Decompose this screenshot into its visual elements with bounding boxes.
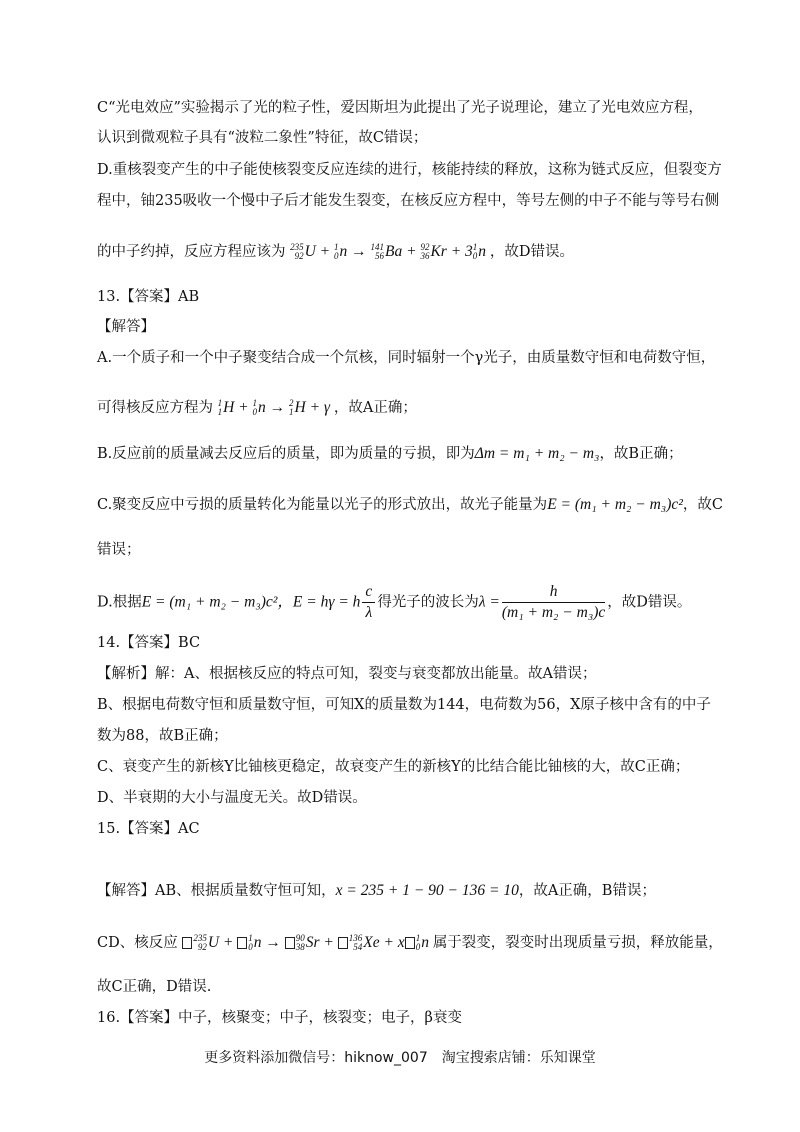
text-segment: ，故A正确；	[333, 400, 417, 416]
answer-heading: 15.【答案】AC	[97, 821, 200, 837]
answer-heading: 14.【答案】BC	[97, 635, 201, 651]
nuclear-equation: 1 1 H + 1 0 n → 2 1 H + γ	[217, 398, 334, 418]
math-expression: λ =	[478, 593, 500, 611]
text-line	[97, 443, 740, 465]
text-line: 程中，铀235吸收一个慢中子后才能发生裂变，在核反应方程中，等号左侧的中子不能与等号右侧	[97, 193, 720, 209]
math-expression: Δm = m₁ + m₂ − m₃	[474, 445, 600, 462]
fraction: $\frac{c}{\lambda}$	[362, 582, 375, 623]
text-segment: B.反应前的质量减去反应后的质量，即为质量的亏损，即为	[97, 446, 475, 462]
text-line: 数为88，故B正确；	[97, 728, 228, 744]
text-segment: ，故D错误。	[607, 594, 692, 611]
text-segment: ，故D错误。	[489, 244, 575, 260]
text-line	[97, 880, 740, 902]
text-line: C、衰变产生的新核Y比铀核更稳定，故衰变产生的新核Y的比结合能比铀核的大，故C正确；	[97, 759, 690, 775]
text-segment: ，故A正确，B错误；	[518, 883, 656, 899]
text-line: A.一个质子和一个中子聚变结合成一个氘核，同时辐射一个γ光子，由质量数守恒和电荷数守恒，	[97, 350, 716, 366]
page-footer: 更多资料添加微信号：hiknow_007 淘宝搜索店铺：乐知课堂	[204, 1050, 596, 1066]
text-line: D.重核裂变产生的中子能使核裂变反应连续的进行，核能持续的释放，这称为链式反应，但裂变方	[97, 162, 722, 178]
text-line: C“光电效应”实验揭示了光的粒子性，爱因斯坦为此提出了光子说理论，建立了光电效应方程，	[97, 100, 703, 116]
text-line-equation	[97, 241, 740, 263]
math-expression: E = (m₁ + m₂ − m₃)c²，E = hγ = h	[141, 593, 361, 611]
solution-heading: 【解答】	[97, 319, 155, 335]
text-line: 故C正确，D错误.	[97, 979, 212, 995]
text-line: D、半衰期的大小与温度无关。故D错误。	[97, 790, 367, 806]
text-line	[97, 494, 740, 516]
text-line: 认识到微观粒子具有“波粒二象性”特征，故C错误；	[97, 130, 428, 146]
text-line-equation	[97, 932, 740, 954]
text-line-fraction	[97, 582, 740, 626]
answer-heading: 16.【答案】中子，核聚变；中子，核裂变；电子，β衰变	[97, 1010, 462, 1026]
text-segment: D.根据	[97, 594, 142, 611]
fraction: $\frac{h}{\text{(m₁ + m₂ − m₃)c}}$	[501, 583, 606, 621]
text-line: 【解析】解：A、根据核反应的特点可知，裂变与衰变都放出能量。故A错误；	[97, 666, 597, 682]
text-segment: 属于裂变，裂变时出现质量亏损，释放能量，	[432, 935, 723, 951]
text-segment: 可得核反应方程为	[97, 400, 213, 416]
math-expression: E = (m₁ + m₂ − m₃)c²	[547, 496, 683, 513]
text-line: B、根据电荷数守恒和质量数守恒，可知X的质量数为144，电荷数为56，X原子核中含有的中子	[97, 697, 711, 713]
text-segment: ，故B正确；	[599, 446, 683, 462]
answer-heading: 13.【答案】AB	[97, 289, 200, 305]
text-segment: 【解答】AB、根据质量数守恒可知，	[97, 883, 336, 899]
text-segment: CD、核反应	[97, 935, 178, 951]
text-line-equation	[97, 397, 740, 419]
nuclear-equation: 235 92 U + 1 0 n → 141 56 Ba + 92 36 Kr + 3 1 0 n	[290, 242, 490, 262]
text-segment: 得光子的波长为	[377, 594, 479, 611]
text-segment: 的中子约掉，反应方程应该为	[97, 244, 286, 260]
text-segment: ，故C	[682, 497, 723, 513]
math-expression: x = 235 + 1 − 90 − 136 = 10	[335, 882, 519, 899]
nuclear-equation: 235 92 U + 1 0 n → 90 38 Sr + 136 54 Xe + x 1 0 n	[182, 934, 432, 951]
text-line: 错误；	[97, 542, 141, 558]
text-segment: C.聚变反应中亏损的质量转化为能量以光子的形式放出，故光子能量为	[97, 497, 548, 513]
